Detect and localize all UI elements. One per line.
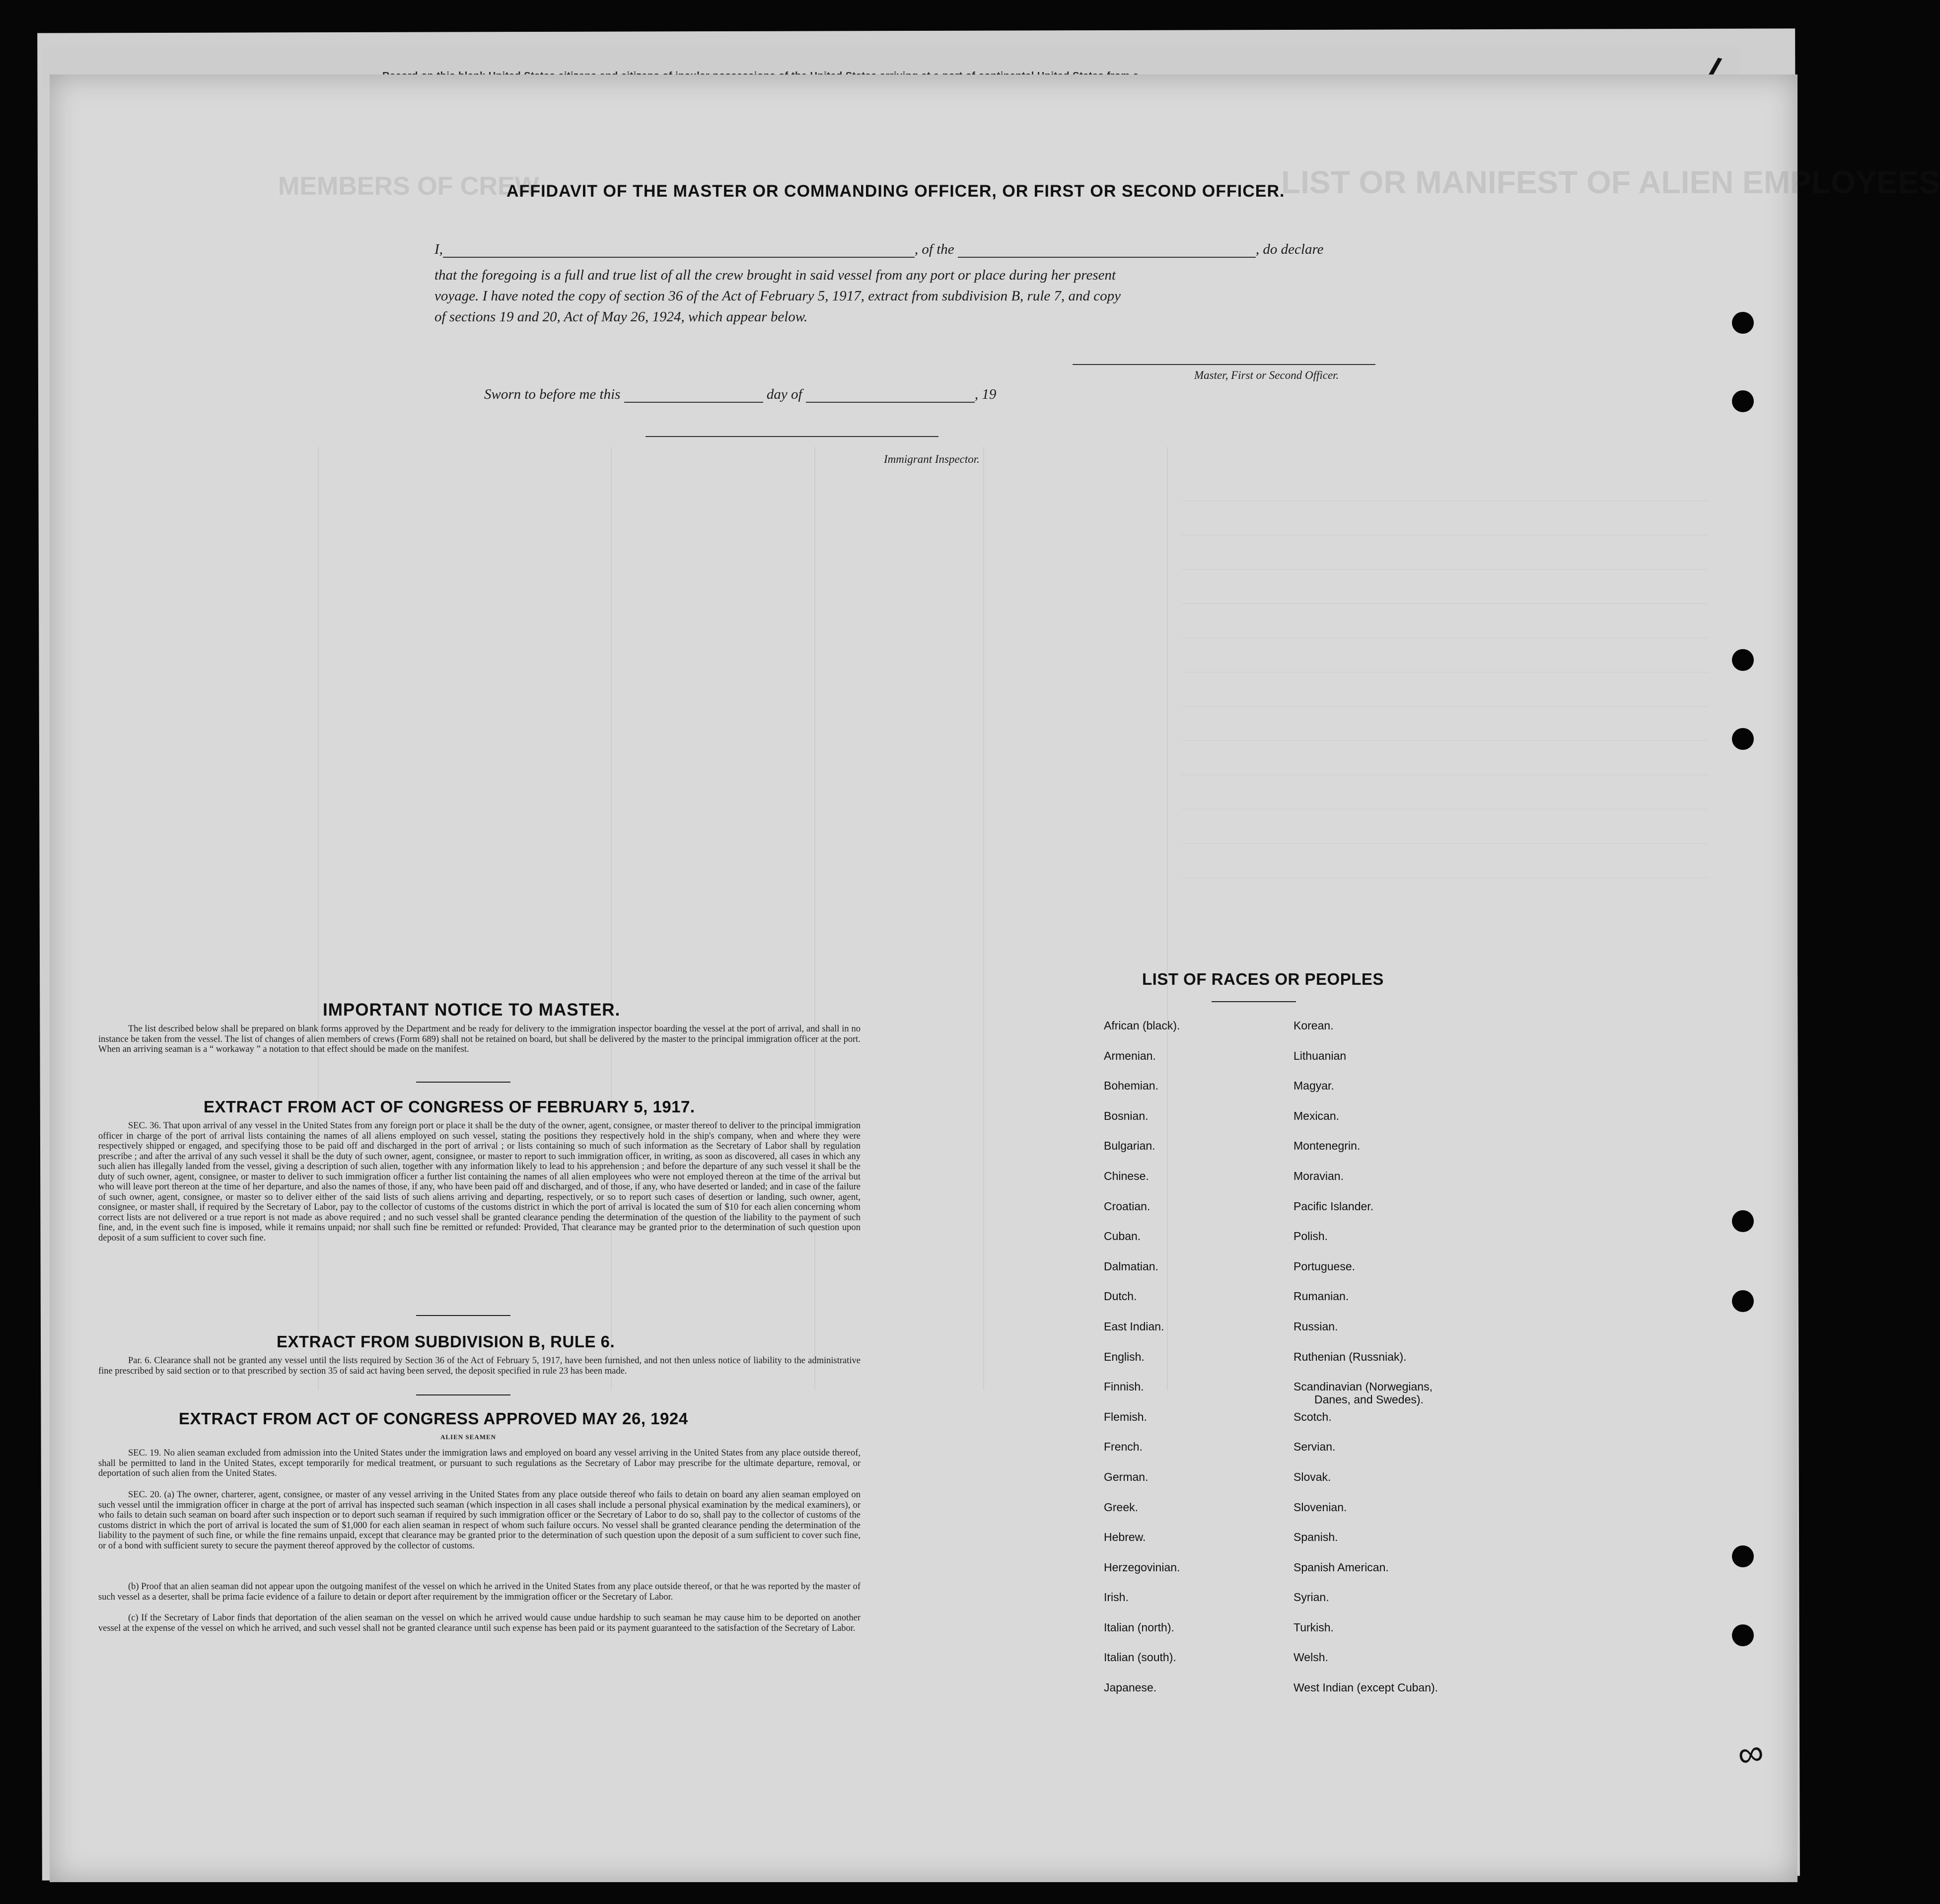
bleed-row [1182, 672, 1708, 707]
race-item: Rumanian. [1293, 1290, 1349, 1303]
race-item: Irish. [1104, 1591, 1129, 1604]
races-title: LIST OF RACES OR PEOPLES [1142, 970, 1384, 988]
race-item: Bohemian. [1104, 1079, 1158, 1093]
affidavit-line-1 [434, 241, 1324, 258]
race-item: Slovenian. [1293, 1500, 1347, 1514]
race-item-continuation: Danes, and Swedes). [1314, 1393, 1424, 1406]
punch-hole [1732, 1545, 1754, 1567]
race-item: Herzegovinian. [1104, 1560, 1180, 1574]
race-item: Slovak. [1293, 1470, 1331, 1483]
race-item: Russian. [1293, 1319, 1338, 1333]
race-item: Chinese. [1104, 1169, 1149, 1182]
race-item: Montenegrin. [1293, 1139, 1361, 1153]
bleed-row [1182, 775, 1708, 809]
extract-1917-title: EXTRACT FROM ACT OF CONGRESS OF FEBRUARY 5, 1917. [204, 1098, 695, 1116]
inspector-signature-label: Immigrant Inspector. [884, 453, 980, 465]
race-item: Mexican. [1293, 1109, 1340, 1122]
race-item: Syrian. [1293, 1591, 1329, 1604]
affidavit-of-the-label: , of the [914, 241, 954, 257]
race-item: Japanese. [1104, 1681, 1157, 1694]
bleed-row [1182, 570, 1708, 604]
punch-hole [1732, 649, 1754, 671]
affidavit-line-4: of sections 19 and 20, Act of May 26, 1924, which appear below. [434, 309, 808, 325]
race-item: Lithuanian [1293, 1049, 1347, 1062]
bleed-column-rule [318, 447, 319, 1391]
race-item: Pacific Islander. [1293, 1199, 1374, 1213]
subdivision-body: Par. 6. Clearance shall not be granted any vessel until the lists required by Section 36 of the Act of February 5, 1917, have been furnished, and not then unless notice of liability to the administrative fine prescribed by said section or to that prescribed by section 35 of said act having been served, the deposit specified in rule 23 has been made. [98, 1356, 861, 1376]
extract-1924-title: EXTRACT FROM ACT OF CONGRESS APPROVED MAY 26, 1924 [179, 1409, 688, 1428]
race-item: Hebrew. [1104, 1531, 1146, 1544]
punch-hole [1732, 1624, 1754, 1646]
sec20a-body: SEC. 20. (a) The owner, charterer, agent, consignee, or master of any vessel arriving in the United States from any place outside thereof who fails to detain on board any alien seaman employed on such vessel until the immigration officer in charge at the port of arrival has inspected such seaman (which inspection in all cases shall include a personal physical examination by the medical examiners), or who fails to detain such seaman on board after such inspection or to deport such seaman if required by such immigration officer or the Secretary of Labor to do so, shall pay to the collector of customs of the customs district in which the port of arrival is located the sum of $1,000 for each alien seaman in respect of whom such failure occurs. No vessel shall be granted clearance pending the determination of the liability to the payment of such fine, or while the fine remains unpaid, except that clearance may be granted prior to the determination of such question upon the deposit of a sum sufficient to cover such fine, or of a bond with sufficient surety to secure the payment thereof approved by the collector of customs. [98, 1490, 861, 1551]
bleed-row [1182, 707, 1708, 741]
race-item: Spanish. [1293, 1531, 1338, 1544]
race-item: Scotch. [1293, 1410, 1332, 1423]
declarant-name-blank[interactable] [443, 243, 915, 258]
officer-position-blank[interactable] [958, 243, 1256, 258]
bleed-row [1182, 535, 1708, 570]
inspector-signature-line[interactable] [646, 436, 938, 437]
affidavit-line-2: that the foregoing is a full and true list of all the crew brought in said vessel from any port or place during her present [434, 267, 1116, 283]
race-item: French. [1104, 1440, 1143, 1454]
bleed-subheading: MEMBERS OF CREW [278, 172, 539, 201]
notice-body: The list described below shall be prepared on blank forms approved by the Department and be ready for delivery to the immigration inspector boarding the vessel at the port of arrival, and shall in no instance be taken from the vessel. The list of changes of alien members of crews (Form 689) shall not be retained on board, but shall be delivered by the master to the principal immigration officer at the port. When an arriving seaman is a “ workaway ” a notation to that effect should be made on the manifest. [98, 1024, 861, 1054]
race-item: Magyar. [1293, 1079, 1334, 1093]
races-right-column [1293, 1019, 1438, 1711]
punch-hole [1732, 390, 1754, 412]
races-divider [1212, 1001, 1296, 1002]
bleed-heading: LIST OR MANIFEST OF ALIEN EMPLOYEES [1281, 164, 1940, 200]
race-item: Welsh. [1293, 1651, 1328, 1664]
race-item: Polish. [1293, 1230, 1328, 1243]
race-item: Bosnian. [1104, 1109, 1149, 1122]
section-divider [416, 1082, 510, 1083]
alien-seamen-subhead: ALIEN SEAMEN [440, 1433, 497, 1441]
extract-1917-body: SEC. 36. That upon arrival of any vessel in the United States from any foreign port or place it shall be the duty of the owner, agent, consignee, or master thereof to deliver to the principal immigration officer in charge of the port of arrival lists containing the names of all aliens employed on such vessel, stating the positions they respectively hold in the ship's company, when and where they were respectively shipped or engaged, and specifying those to be paid off and discharged in the port of arrival ; or lists containing so much of such information as the Secretary of Labor shall by regulation prescribe ; and after the arrival of any such vessel it shall be the duty of such owner, agent, consignee, or master to report to such immigration officer, in writing, as soon as discovered, all cases in which any such alien has illegally landed from the vessel, giving a description of such alien, together with any information likely to lead to his apprehension ; and before the departure of any such vessel it shall be the duty of such owner, agent, consignee, or master to deliver to such immigration officer a further list containing the names of all alien employees who were not employed thereon at the time of the arrival but who will leave port thereon at the time of her departure, and also the names of those, if any, who have been paid off and discharged, and of those, if any, who have deserted or landed; and in case of the failure of such owner, agent, consignee, or master so to deliver either of the said lists of such aliens arriving and departing, respectively, or so to report such cases of desertion or landing, such owner, agent, consignee, or master shall, if required by the Secretary of Labor, pay to the collector of customs of the customs district in which the port of arrival is located the sum of $10 for each alien concerning whom correct lists are not delivered or a true report is not made as above required ; and no such vessel shall be granted clearance pending the determination of the question of the liability to the payment of such fine, and, in the event such fine is imposed, while it remains unpaid; nor shall such fine be remitted or refunded: Provided, That clearance may be granted prior to the determination of such question upon deposit of a sum sufficient to cover such fine. [98, 1121, 861, 1243]
sworn-label: Sworn to before me this [484, 386, 621, 402]
bleed-row [1182, 844, 1708, 878]
punch-hole [1732, 1290, 1754, 1312]
race-item: Portuguese. [1293, 1259, 1356, 1273]
pencil-page-mark: ∞ [1734, 1732, 1767, 1775]
bleed-row [1182, 467, 1708, 501]
race-item: Servian. [1293, 1440, 1336, 1454]
sworn-day-of-label: day of [766, 386, 802, 402]
race-item-two-line [1293, 1380, 1438, 1410]
race-item: Armenian. [1104, 1049, 1156, 1062]
race-item: Croatian. [1104, 1199, 1150, 1213]
sec19-body: SEC. 19. No alien seaman excluded from admission into the United States under the immigration laws and employed on board any vessel arriving in the United States from any place outside thereof, shall be permitted to land in the United States, except temporarily for medical treatment, or pursuant to such regulations as the Secretary of Labor may prescribe for the ultimate departure, removal, or deportation of such alien from the United States. [98, 1448, 861, 1478]
sec20b-body: (b) Proof that an alien seaman did not appear upon the outgoing manifest of the vessel on which he arrived in the United States from any place outside thereof, or that he was reported by the master of such vessel as a deserter, shall be prima facie evidence of a failure to detain or deport after requirement by the immigration officer or the Secretary of Labor. [98, 1582, 861, 1602]
affidavit-line-3: voyage. I have noted the copy of section 36 of the Act of February 5, 1917, extract from subdivision B, rule 7, and copy [434, 288, 1121, 304]
master-signature-label: Master, First or Second Officer. [1194, 369, 1339, 381]
race-item: Spanish American. [1293, 1560, 1389, 1574]
bleed-crew-rows [1182, 467, 1708, 1341]
race-item: East Indian. [1104, 1319, 1164, 1333]
bleed-column-rule [814, 447, 815, 1391]
race-item: Bulgarian. [1104, 1139, 1155, 1153]
race-item: Cuban. [1104, 1230, 1141, 1243]
race-item: Dalmatian. [1104, 1259, 1158, 1273]
race-item: Scandinavian (Norwegians, [1293, 1380, 1433, 1393]
race-item: Greek. [1104, 1500, 1139, 1514]
race-item: Italian (south). [1104, 1651, 1176, 1664]
race-item: Dutch. [1104, 1290, 1137, 1303]
section-divider [416, 1315, 510, 1316]
bleed-row [1182, 604, 1708, 638]
punch-hole [1732, 1210, 1754, 1232]
race-item: Turkish. [1293, 1620, 1334, 1634]
race-item: Flemish. [1104, 1410, 1147, 1423]
bleed-column-rule [983, 447, 984, 1391]
sworn-year-label: , 19 [974, 386, 997, 402]
section-divider [416, 1394, 510, 1395]
subdivision-title: EXTRACT FROM SUBDIVISION B, RULE 6. [277, 1332, 615, 1351]
bleed-row [1182, 809, 1708, 844]
affidavit-title: AFFIDAVIT OF THE MASTER OR COMMANDING OFFICER, OR FIRST OR SECOND OFFICER. [506, 182, 1285, 201]
race-item: Moravian. [1293, 1169, 1344, 1182]
affidavit-declare-label: , do declare [1255, 241, 1324, 257]
sec20c-body: (c) If the Secretary of Labor finds that deportation of the alien seaman on the vessel on which he arrived would cause undue hardship to such seaman he may cause him to be deported on another vessel at the expense of the vessel on which he arrived, and such vessel shall not be granted clearance until such expense has been paid or its payment guaranteed to the satisfaction of the Secretary of Labor. [98, 1613, 861, 1633]
sworn-day-blank[interactable] [624, 388, 763, 403]
bleed-row [1182, 501, 1708, 535]
bleed-column-rule [611, 447, 612, 1391]
race-item: Korean. [1293, 1019, 1334, 1032]
master-signature-line[interactable] [1073, 364, 1375, 365]
notice-title: IMPORTANT NOTICE TO MASTER. [323, 1000, 621, 1020]
punch-hole [1732, 312, 1754, 334]
race-item: Finnish. [1104, 1380, 1144, 1393]
affidavit-i-label: I, [434, 241, 443, 257]
race-item: German. [1104, 1470, 1149, 1483]
punch-hole [1732, 728, 1754, 750]
sworn-line [484, 386, 996, 403]
race-item: African (black). [1104, 1019, 1180, 1032]
race-item: English. [1104, 1350, 1145, 1363]
race-item: West Indian (except Cuban). [1293, 1681, 1438, 1694]
race-item: Italian (north). [1104, 1620, 1174, 1634]
bleed-row [1182, 638, 1708, 672]
bleed-row [1182, 741, 1708, 775]
sworn-month-blank[interactable] [806, 388, 975, 403]
races-left-column [1104, 1019, 1180, 1711]
race-item: Ruthenian (Russniak). [1293, 1350, 1407, 1363]
